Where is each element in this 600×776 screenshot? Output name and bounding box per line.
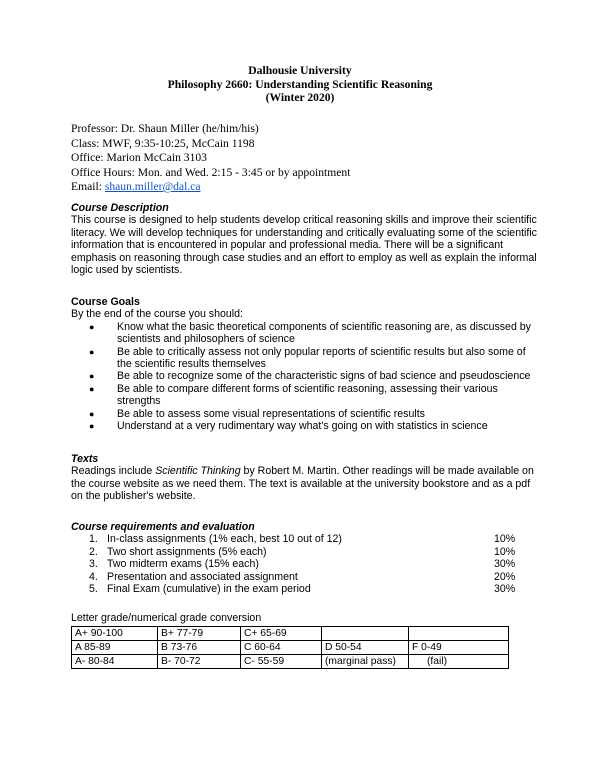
item-number: 3. [89, 558, 98, 571]
class-line: Class: MWF, 9:35-10:25, McCain 1198 [71, 136, 255, 150]
item-weight: 10% [494, 545, 516, 558]
office-line: Office: Marion McCain 3103 [71, 151, 207, 164]
book-title: Scientific Thinking [155, 465, 241, 478]
list-item [71, 571, 541, 583]
course-goals-intro: By the end of the course you should: [71, 308, 243, 321]
course-title: Philosophy 2660: Understanding Scientific Reasoning [167, 77, 433, 91]
course-description-section [71, 202, 541, 276]
table-cell: A 85-89 [72, 641, 158, 655]
texts-title: Texts [71, 453, 99, 465]
table-cell: A- 80-84 [72, 655, 158, 669]
item-label: Two midterm exams (15% each) [107, 558, 259, 571]
table-cell: B- 70-72 [158, 655, 241, 669]
table-cell: C+ 65-69 [241, 627, 322, 641]
table-cell: C 60-64 [241, 641, 322, 655]
item-weight: 30% [494, 583, 516, 596]
item-weight: 10% [494, 533, 516, 546]
table-cell: (marginal pass) [322, 655, 409, 669]
item-weight: 20% [494, 570, 516, 583]
list-item: ● Be able to assess some visual representations of scientific results [71, 408, 541, 420]
table-cell: (fail) [409, 655, 509, 669]
list-item: ● Be able to compare different forms of scientific reasoning, assessing their various strengths [71, 383, 541, 408]
university-name: Dalhousie University [248, 64, 352, 77]
item-label: Presentation and associated assignment [107, 570, 298, 583]
table-cell: C- 55-59 [241, 655, 322, 669]
table-cell [322, 627, 409, 641]
course-description-title: Course Description [71, 202, 169, 214]
list-item: ● Understand at a very rudimentary way what's going on with statistics in science [71, 420, 541, 432]
list-item [71, 583, 541, 595]
course-goals-section [71, 296, 541, 432]
item-number: 2. [89, 545, 98, 558]
item-number: 5. [89, 583, 98, 596]
instructor-info [71, 122, 350, 195]
course-description-body: This course is designed to help students develop critical reasoning skills and improve their scientific literacy. We will develop techniques for understanding and critically evaluating some of the scientific information that is encountered in popular and professional media. There will be a significant emphasis on reasoning through case studies and an effort to employ as well as explain the informal logic used by scientists. [71, 214, 537, 277]
office-hours-line: Office Hours: Mon. and Wed. 2:15 - 3:45 or by appointment [71, 165, 351, 179]
item-label: In-class assignments (1% each, best 10 out of 12) [107, 533, 342, 546]
table-row [72, 627, 509, 641]
email-label: Email: [71, 180, 102, 193]
list-item [71, 533, 541, 545]
grade-conversion-title: Letter grade/numerical grade conversion [71, 612, 262, 624]
course-term: (Winter 2020) [265, 91, 335, 104]
table-row [72, 641, 509, 655]
course-goals-list [71, 321, 541, 433]
list-item [71, 558, 541, 570]
course-goals-title: Course Goals [71, 296, 140, 308]
list-item: ● Be able to critically assess not only popular reports of scientific results but also some of the scientific results themselves [71, 346, 541, 371]
email-link[interactable]: shaun.miller@dal.ca [104, 180, 201, 193]
item-label: Final Exam (cumulative) in the exam period [107, 583, 311, 596]
table-row [72, 655, 509, 669]
professor-line: Professor: Dr. Shaun Miller (he/him/his) [71, 122, 259, 135]
texts-body [71, 465, 541, 502]
table-cell: F 0-49 [409, 641, 509, 655]
texts-body-pre: Readings include [71, 465, 156, 478]
document-header [0, 64, 600, 105]
table-cell: D 50-54 [322, 641, 409, 655]
texts-body-post: by Robert M. Martin. Other readings will be made available on the course website as we need them. The text is available at the university bookstore and as a pdf on the publisher's website. [71, 465, 534, 503]
list-item [71, 546, 541, 558]
table-cell: B 73-76 [158, 641, 241, 655]
list-item: ● Know what the basic theoretical components of scientific reasoning are, as discussed by scientists and philosophers of science [71, 321, 541, 346]
item-number: 1. [89, 533, 98, 546]
item-number: 4. [89, 570, 98, 583]
email-line [71, 180, 350, 195]
texts-section [71, 453, 541, 503]
item-label: Two short assignments (5% each) [107, 545, 267, 558]
table-cell [409, 627, 509, 641]
list-item: ● Be able to recognize some of the characteristic signs of bad science and pseudoscience [71, 370, 541, 382]
table-cell: A+ 90-100 [72, 627, 158, 641]
requirements-section [71, 521, 541, 595]
table-cell: B+ 77-79 [158, 627, 241, 641]
item-weight: 30% [494, 558, 516, 571]
grade-conversion-table [71, 626, 509, 669]
requirements-title: Course requirements and evaluation [71, 521, 255, 533]
requirements-list [71, 533, 541, 595]
